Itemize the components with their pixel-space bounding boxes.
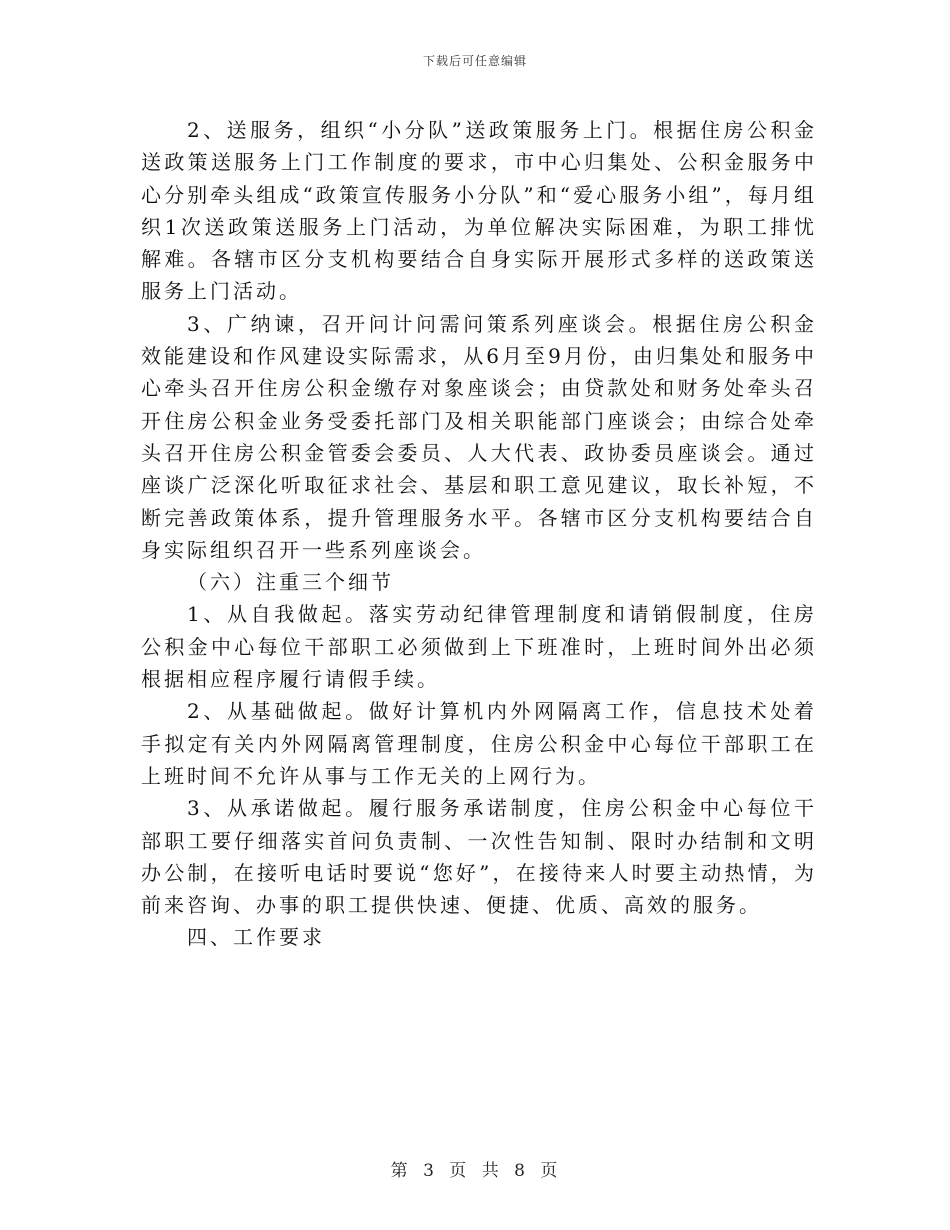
paragraph-service-delivery: 2、送服务，组织“小分队”送政策服务上门。根据住房公积金送政策送服务上门工作制度的要求，市中心归集处、公积金服务中心分别牵头组成“政策宣传服务小分队”和“爱心服务小组”，每月组织1次送政策送服务上门活动，为单位解决实际困难，为职工排忧解难。各辖市区分支机构要结合自身实际开展形式多样的送政策送服务上门活动。 xyxy=(141,118,817,304)
footer-prefix: 第 xyxy=(390,1161,410,1181)
paragraph-symposium: 3、广纳谏，召开问计问需问策系列座谈会。根据住房公积金效能建设和作风建设实际需求，从6月至9月份，由归集处和服务中心牵头召开住房公积金缴存对象座谈会；由贷款处和财务处牵头召开住房公积金业务受委托部门及相关职能部门座谈会；由综合处牵头召开住房公积金管委会委员、人大代表、政协委员座谈会。通过座谈广泛深化听取征求社会、基层和职工意见建议，取长补短，不断完善政策体系，提升管理服务水平。各辖市区分支机构要结合自身实际组织召开一些系列座谈会。 xyxy=(141,311,817,562)
paragraph-from-commitment: 3、从承诺做起。履行服务承诺制度，住房公积金中心每位干部职工要仔细落实首问负责制、一次性告知制、限时办结制和文明办公制，在接听电话时要说“您好”，在接待来人时要主动热情，为前来咨询、办事的职工提供快速、便捷、优质、高效的服务。 xyxy=(141,796,817,918)
paragraph-from-self: 1、从自我做起。落实劳动纪律管理制度和请销假制度，住房公积金中心每位干部职工必须做到上下班准时，上班时间外出必须根据相应程序履行请假手续。 xyxy=(141,602,817,692)
document-body xyxy=(141,114,817,954)
footer-page-number: 3 xyxy=(423,1161,436,1181)
page-footer xyxy=(0,1156,950,1181)
footer-total-unit: 页 xyxy=(540,1161,560,1181)
footer-total-prefix: 共 xyxy=(481,1161,501,1181)
section-heading-three-details: （六）注重三个细节 xyxy=(187,570,394,595)
paragraph-from-basics: 2、从基础做起。做好计算机内外网隔离工作，信息技术处着手拟定有关内外网隔离管理制度，住房公积金中心每位干部职工在上班时间不允许从事与工作无关的上网行为。 xyxy=(141,699,817,788)
page-header: 下载后可任意编辑 xyxy=(422,54,527,68)
section-heading-work-requirements: 四、工作要求 xyxy=(187,925,325,950)
footer-total-pages: 8 xyxy=(514,1161,527,1181)
footer-page-unit: 页 xyxy=(449,1161,469,1181)
